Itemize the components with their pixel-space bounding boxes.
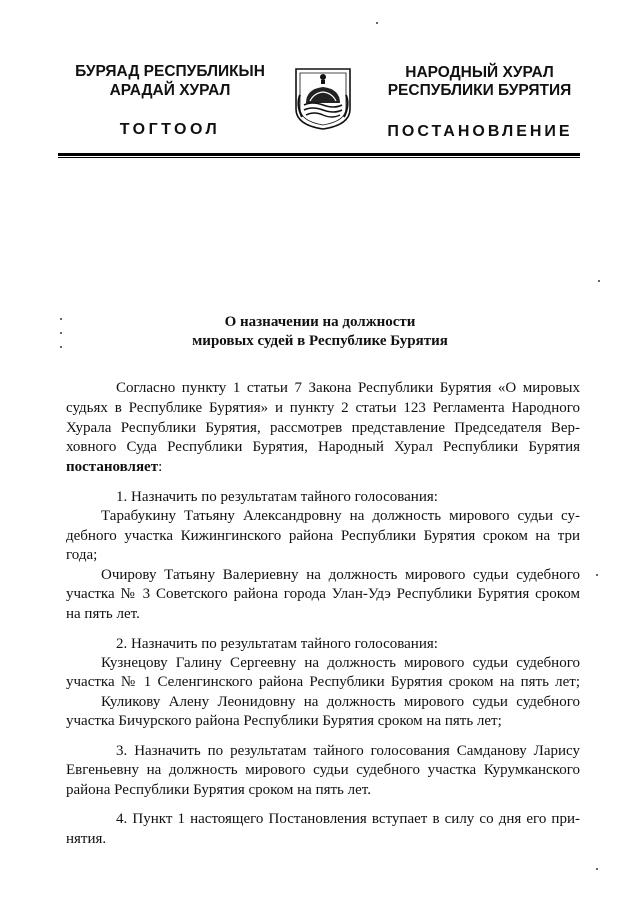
scan-speck	[60, 318, 62, 320]
item1-line-3: дебного участка Кижингинского района Республики Бурятия сроком на три	[66, 528, 580, 544]
p1-line-2: судьях в Республике Бурятия» и пункту 2 статьи 123 Регламента Народного	[66, 400, 580, 416]
item1-line-1: 1. Назначить по результатам тайного голосования:	[116, 489, 438, 505]
item2-line-4: Куликову Алену Леонидовну на должность мирового судьи судебного	[101, 694, 580, 710]
p1-line-4: ховного Суда Республики Бурятия, Народный Хурал Республики Бурятия	[66, 439, 580, 455]
item4-line-1: 4. Пункт 1 настоящего Постановления вступает в силу со дня его при-	[116, 811, 580, 827]
header-right-org	[372, 64, 587, 100]
scan-speck	[376, 22, 378, 24]
header-right-doc-type: ПОСТАНОВЛЕНИЕ	[387, 123, 573, 140]
scan-speck	[596, 868, 598, 870]
header-left-line-2: АРАДАЙ ХУРАЛ	[109, 82, 231, 99]
scan-speck	[596, 574, 598, 576]
p1-line-3: Хурала Республики Бурятия, рассмотрев представление Председателя Вер-	[66, 420, 580, 436]
item2-line-1: 2. Назначить по результатам тайного голосования:	[116, 636, 438, 652]
p1-line-1: Согласно пункту 1 статьи 7 Закона Республики Бурятия «О мировых	[116, 380, 580, 396]
item1-line-2: Тарабукину Татьяну Александровну на должность мирового судьи су-	[101, 508, 580, 524]
item2-line-5: участка Бичурского района Республики Бурятия сроком на пять лет;	[66, 713, 502, 729]
item4-line-2: нятия.	[66, 831, 107, 847]
item3-line-2: Евгеньевну на должность мирового судьи судебного участка Курумканского	[66, 762, 580, 778]
p1-resolves: постановляет	[66, 459, 159, 475]
header-left-line-1: БУРЯАД РЕСПУБЛИКЫН	[75, 63, 265, 80]
scan-speck	[598, 280, 600, 282]
header-left-org	[55, 62, 285, 100]
title-line-1: О назначении на должности	[224, 314, 416, 330]
header-right-line-1: НАРОДНЫЙ ХУРАЛ	[405, 64, 554, 81]
item2-line-2: Кузнецову Галину Сергеевну на должность мирового судьи судебного	[101, 655, 580, 671]
coat-of-arms-icon	[292, 65, 354, 131]
scan-speck	[60, 332, 62, 334]
title-line-2: мировых судей в Республике Бурятия	[192, 333, 448, 349]
item3-line-3: района Республики Бурятия сроком на пять лет.	[66, 782, 371, 798]
header-divider-thin	[58, 157, 580, 158]
document-title	[60, 313, 580, 351]
p1-colon: :	[158, 459, 163, 475]
header-divider-thick	[58, 153, 580, 156]
scan-speck	[60, 346, 62, 348]
item1-line-7: на пять лет.	[66, 606, 140, 622]
p1-line-5	[66, 458, 580, 477]
item2-line-3: участка № 1 Селенгинского района Республики Бурятия сроком на пять лет;	[66, 674, 580, 690]
item3-line-1: 3. Назначить по результатам тайного голосования Самданову Ларису	[116, 743, 580, 759]
header-right-line-2: РЕСПУБЛИКИ БУРЯТИЯ	[387, 82, 572, 99]
item1-line-4: года;	[66, 547, 98, 563]
item1-line-6: участка № 3 Советского района города Улан-Удэ Республики Бурятия сроком	[66, 586, 580, 602]
header-left-doc-type: ТОГТООЛ	[119, 121, 221, 138]
item1-line-5: Очирову Татьяну Валериевну на должность мирового судьи судебного	[101, 567, 580, 583]
